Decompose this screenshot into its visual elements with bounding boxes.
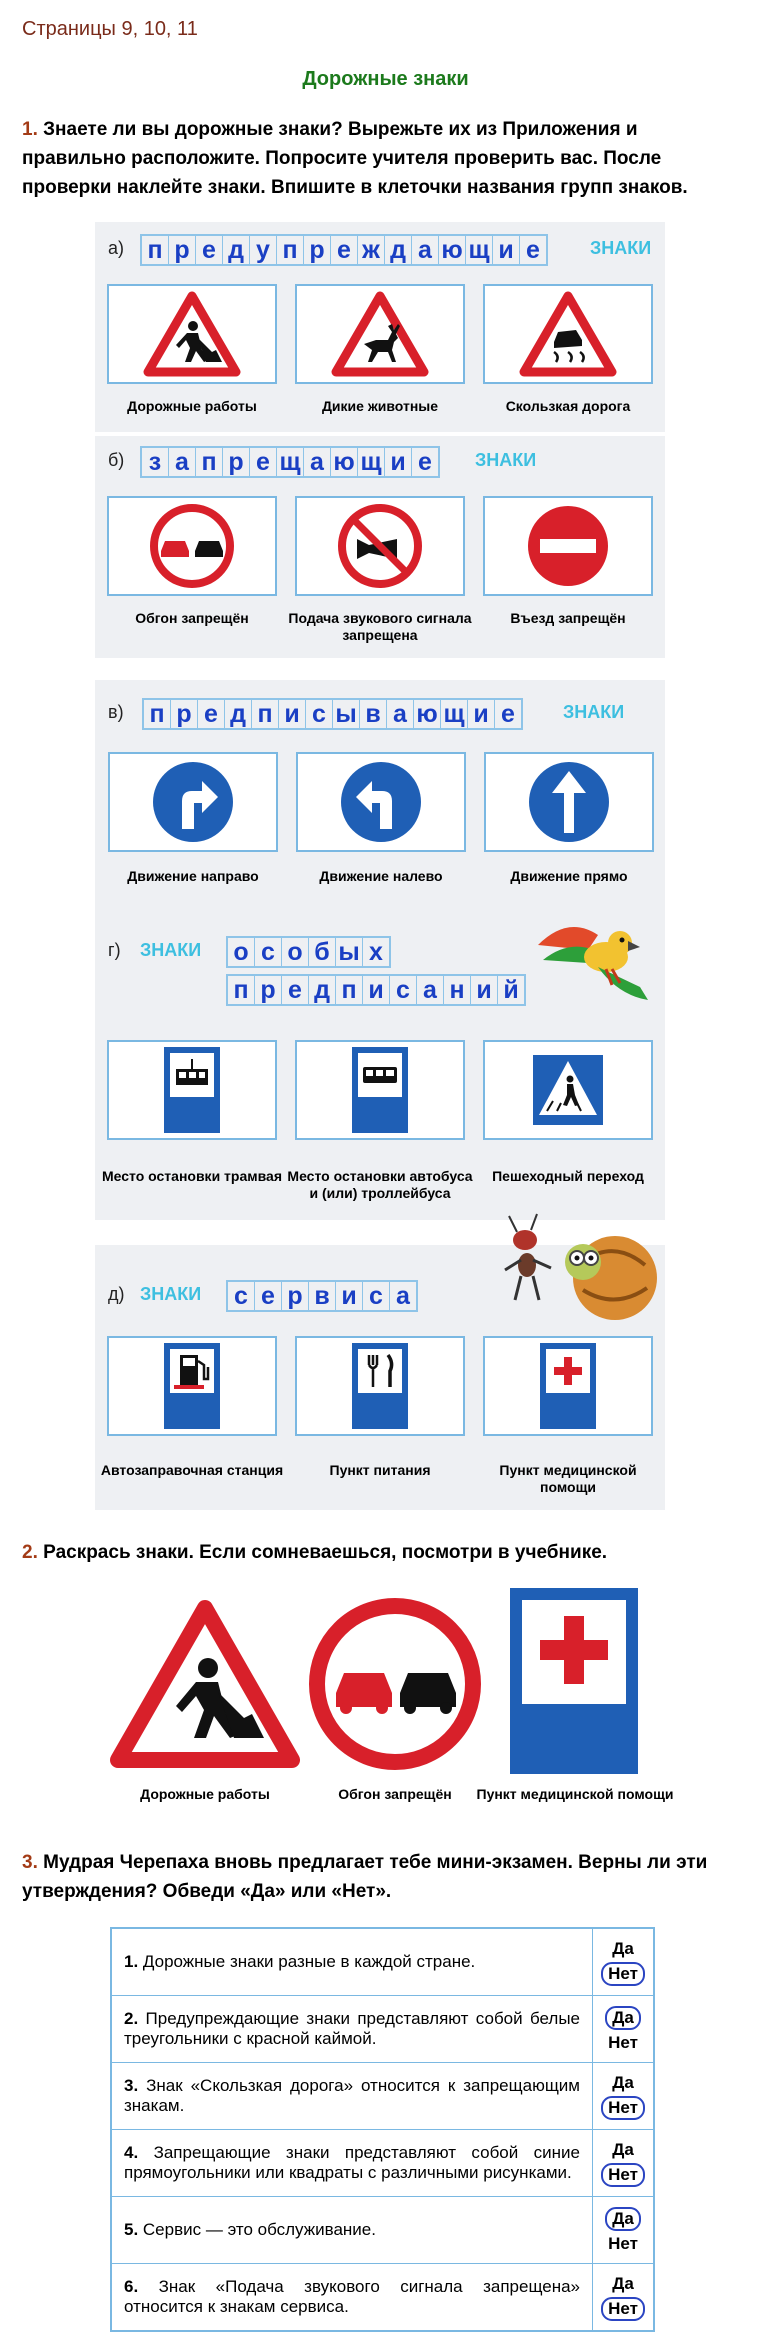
letter-cell: е (501, 699, 515, 728)
letter-cell: и (471, 976, 498, 1004)
sign-pedestrian-crossing (483, 1040, 653, 1140)
answer-yes-option[interactable]: Да (612, 2072, 634, 2092)
sign-turn-right (108, 752, 278, 852)
letter-cell: щ (466, 236, 493, 264)
letter-cell: р (304, 236, 331, 264)
exam-row (111, 2264, 654, 2332)
sign-medical (483, 1336, 653, 1436)
letter-cell: и (493, 236, 520, 264)
answer-yes-option[interactable]: Да (605, 2006, 641, 2030)
exam-statement-number: 3. (124, 2076, 147, 2095)
no-horn-icon (335, 501, 425, 591)
exam-answer-cell (593, 2264, 655, 2332)
big-road-works-icon (110, 1598, 300, 1768)
task2-instructions (22, 1538, 722, 1567)
task3-number: 3. (22, 1852, 38, 1873)
letter-cell: п (142, 236, 169, 264)
exam-statement-number: 5. (124, 2220, 143, 2239)
exam-row (111, 1928, 654, 1996)
deer-icon (330, 290, 430, 378)
exam-statement-text: Предупреждающие знаки представляют собой белые треугольники с красной каймой. (124, 2009, 581, 2048)
letter-cell: е (255, 1282, 282, 1310)
exam-statement-number: 6. (124, 2277, 159, 2296)
exam-statement (111, 2197, 593, 2264)
group-b-znaki-label: ЗНАКИ (475, 450, 537, 470)
exam-row (111, 1996, 654, 2063)
caption-bus-stop: Место остановки автобуса и (или) троллейбуса (287, 1168, 473, 1201)
answer-no-option[interactable]: Нет (601, 2096, 645, 2120)
caption-no-horn: Подача звукового сигнала запрещена (288, 610, 472, 643)
group-g-word2-cells (226, 974, 526, 1006)
caption-medical: Пункт медицинской помощи (499, 1462, 637, 1495)
caption-tram-stop: Место остановки трамвая (101, 1168, 282, 1184)
answer-no-option[interactable]: Нет (601, 1962, 645, 1986)
big-medical-cross-icon (510, 1588, 638, 1774)
exam-statement (111, 1928, 593, 1996)
arrow-up-icon (524, 757, 614, 847)
group-d-word-cells (226, 1280, 418, 1312)
task2-number: 2. (22, 1542, 38, 1563)
answer-yes-option[interactable]: Да (612, 1938, 634, 1958)
letter-cell: е (331, 236, 358, 264)
answer-no-option[interactable]: Нет (601, 2163, 645, 2187)
exam-answer-cell (593, 1996, 655, 2063)
big-no-overtaking-icon (306, 1595, 484, 1773)
letter-cell: п (228, 976, 255, 1004)
letter-cell: е (198, 700, 225, 728)
sign-slippery-road (483, 284, 653, 384)
skidding-car-icon (518, 290, 618, 378)
letter-cell: з (142, 448, 169, 476)
letter-cell: е (526, 235, 540, 264)
sign-straight (484, 752, 654, 852)
letter-cell: р (282, 1282, 309, 1310)
letter-cell: в (309, 1282, 336, 1310)
answer-no-option[interactable]: Нет (608, 2032, 638, 2052)
letter-cell: ж (358, 236, 385, 264)
lesson-title: Дорожные знаки (302, 68, 469, 90)
exam-statement-text: Сервис — это обслуживание. (142, 2220, 376, 2239)
sign-bus-stop (295, 1040, 465, 1140)
road-works-icon (142, 290, 242, 378)
letter-cell: р (255, 976, 282, 1004)
pages-title: Страницы 9, 10, 11 (22, 18, 198, 40)
letter-cell: п (336, 976, 363, 1004)
letter-cell: д (225, 700, 252, 728)
exam-statement (111, 2264, 593, 2332)
task1-number: 1. (22, 119, 38, 140)
parrot-illustration (528, 905, 658, 1005)
letter-cell: о (282, 938, 309, 966)
exam-statement-number: 1. (124, 1952, 143, 1971)
sign-food (295, 1336, 465, 1436)
group-g-znaki-label: ЗНАКИ (140, 940, 202, 960)
group-a-znaki-label: ЗНАКИ (590, 238, 652, 258)
exam-answer-cell (593, 2063, 655, 2130)
letter-cell: е (418, 447, 432, 476)
mini-exam-table (110, 1927, 655, 2332)
letter-cell: ю (439, 236, 466, 264)
letter-cell: и (336, 1282, 363, 1310)
letter-cell: д (385, 236, 412, 264)
task1-instructions (22, 115, 722, 202)
answer-no-option[interactable]: Нет (601, 2297, 645, 2321)
group-d-letter: д) (108, 1284, 125, 1304)
letter-cell: а (396, 1281, 410, 1310)
letter-cell: р (171, 700, 198, 728)
fuel-pump-icon (164, 1343, 220, 1429)
exam-statement-number: 2. (124, 2009, 146, 2028)
sign-no-entry (483, 496, 653, 596)
letter-cell: ы (336, 938, 363, 966)
exam-statement-text: Знак «Скользкая дорога» относится к запрещающим знакам. (124, 2076, 580, 2115)
sign-wild-animals (295, 284, 465, 384)
sign-no-horn (295, 496, 465, 596)
letter-cell: ю (331, 448, 358, 476)
letter-cell: б (309, 938, 336, 966)
letter-cell: е (282, 976, 309, 1004)
task3-instructions (22, 1848, 722, 1906)
letter-cell: с (255, 938, 282, 966)
arrow-right-icon (148, 757, 238, 847)
letter-cell: и (279, 700, 306, 728)
letter-cell: а (387, 700, 414, 728)
group-v-znaki-label: ЗНАКИ (563, 702, 625, 722)
letter-cell: с (228, 1282, 255, 1310)
exam-row (111, 2130, 654, 2197)
letter-cell: п (144, 700, 171, 728)
letter-cell: а (412, 236, 439, 264)
exam-statement-text: Запрещающие знаки представляют собой синие прямоугольники или квадраты с различными рисунками. (124, 2143, 580, 2182)
sign-fuel-station (107, 1336, 277, 1436)
caption-turn-left: Движение налево (319, 868, 443, 884)
letter-cell: щ (441, 700, 468, 728)
caption-wild-animals: Дикие животные (321, 398, 439, 414)
big-caption-road-works: Дорожные работы (140, 1786, 270, 1802)
letter-cell: п (252, 700, 279, 728)
letter-cell: а (304, 448, 331, 476)
letter-cell: у (250, 236, 277, 264)
caption-no-overtaking: Обгон запрещён (135, 610, 249, 626)
task3-text: Мудрая Черепаха вновь предлагает тебе мини-экзамен. Верны ли эти утверждения? Обведи «Да» или «Нет». (22, 1852, 708, 1902)
exam-statement-text: Дорожные знаки разные в каждой стране. (142, 1952, 476, 1971)
big-caption-no-overtaking: Обгон запрещён (338, 1786, 452, 1802)
group-g-letter: г) (108, 940, 121, 960)
letter-cell: р (169, 236, 196, 264)
group-v-word-cells (142, 698, 523, 730)
letter-cell: и (468, 700, 495, 728)
exam-answer-cell (593, 1928, 655, 1996)
letter-cell: ю (414, 700, 441, 728)
pedestrian-icon (533, 1055, 603, 1125)
letter-cell: и (385, 448, 412, 476)
exam-statement (111, 2130, 593, 2197)
sign-turn-left (296, 752, 466, 852)
caption-fuel-station: Автозаправочная станция (100, 1462, 284, 1478)
big-caption-medical: Пункт медицинской помощи (476, 1786, 674, 1802)
task1-text: Знаете ли вы дорожные знаки? Вырежьте их из Приложения и правильно расположите. Попросите учителя проверить вас. После проверки наклейте знаки. Впишите в клеточки названия групп знаков. (22, 119, 688, 198)
letter-cell: и (363, 976, 390, 1004)
exam-statement (111, 2063, 593, 2130)
letter-cell: о (228, 938, 255, 966)
fork-knife-icon (352, 1343, 408, 1429)
medical-cross-icon (540, 1343, 596, 1429)
group-a-letter: а) (108, 238, 125, 258)
answer-yes-option[interactable]: Да (605, 2207, 641, 2231)
letter-cell: с (306, 700, 333, 728)
sign-no-overtaking (107, 496, 277, 596)
caption-turn-right: Движение направо (127, 868, 259, 884)
exam-statement-text: Знак «Подача звукового сигнала запрещена» относится к знакам сервиса. (124, 2277, 580, 2316)
exam-answer-cell (593, 2197, 655, 2264)
answer-yes-option[interactable]: Да (612, 2139, 634, 2159)
group-a-word-cells (140, 234, 548, 266)
tram-icon (164, 1047, 220, 1133)
letter-cell: д (223, 236, 250, 264)
exam-answer-cell (593, 2130, 655, 2197)
arrow-left-icon (336, 757, 426, 847)
group-d-znaki-label: ЗНАКИ (140, 1284, 202, 1304)
exam-row (111, 2197, 654, 2264)
letter-cell: е (196, 236, 223, 264)
letter-cell: а (417, 976, 444, 1004)
letter-cell: щ (277, 448, 304, 476)
caption-slippery-road: Скользкая дорога (505, 398, 631, 414)
letter-cell: ы (333, 700, 360, 728)
letter-cell: щ (358, 448, 385, 476)
answer-yes-option[interactable]: Да (612, 2273, 634, 2293)
letter-cell: д (309, 976, 336, 1004)
group-b-letter: б) (108, 450, 125, 470)
letter-cell: с (363, 1282, 390, 1310)
task2-text: Раскрась знаки. Если сомневаешься, посмотри в учебнике. (43, 1542, 608, 1563)
sign-road-works (107, 284, 277, 384)
no-overtaking-icon (147, 501, 237, 591)
exam-statement-number: 4. (124, 2143, 154, 2162)
letter-cell: в (360, 700, 387, 728)
letter-cell: п (196, 448, 223, 476)
letter-cell: с (390, 976, 417, 1004)
letter-cell: й (503, 975, 519, 1004)
caption-road-works: Дорожные работы (127, 398, 257, 414)
caption-straight: Движение прямо (510, 868, 628, 884)
letter-cell: х (369, 937, 383, 966)
exam-statement (111, 1996, 593, 2063)
group-g-word1-cells (226, 936, 391, 968)
group-v-letter: в) (108, 702, 124, 722)
bus-icon (352, 1047, 408, 1133)
group-b-word-cells (140, 446, 440, 478)
answer-no-option[interactable]: Нет (608, 2233, 638, 2253)
ant-and-turtle-illustration (495, 1210, 665, 1330)
letter-cell: е (250, 448, 277, 476)
caption-pedestrian-crossing: Пешеходный переход (492, 1168, 644, 1184)
no-entry-icon (523, 501, 613, 591)
caption-food: Пункт питания (329, 1462, 431, 1478)
letter-cell: а (169, 448, 196, 476)
exam-row (111, 2063, 654, 2130)
letter-cell: п (277, 236, 304, 264)
letter-cell: н (444, 976, 471, 1004)
caption-no-entry: Въезд запрещён (510, 610, 626, 626)
letter-cell: р (223, 448, 250, 476)
sign-tram-stop (107, 1040, 277, 1140)
